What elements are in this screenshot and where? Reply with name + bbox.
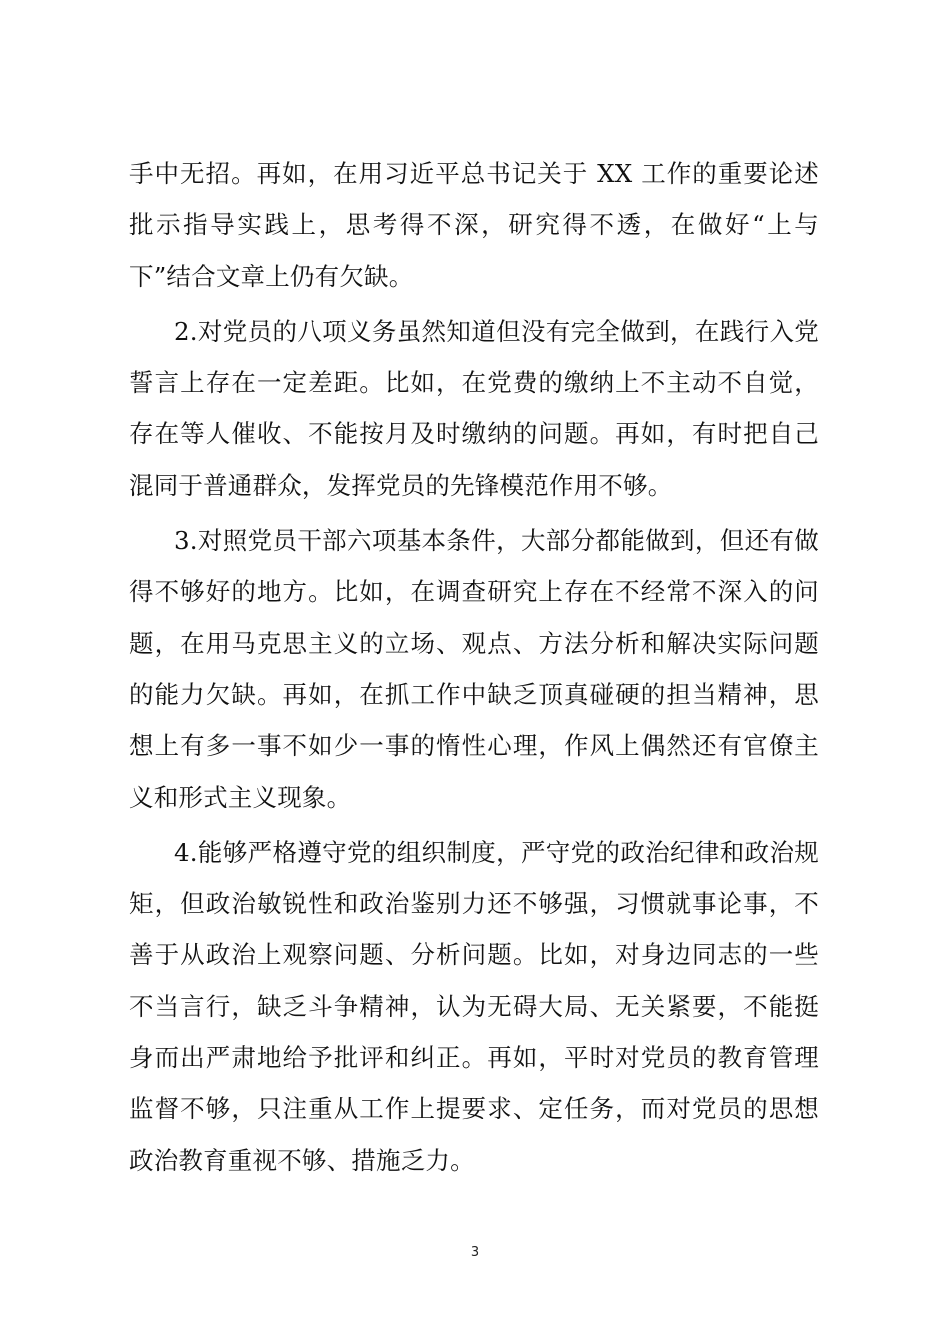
paragraph-continuation: 手中无招。再如，在用习近平总书记关于 XX 工作的重要论述批示指导实践上，思考得不深，研究得不透，在做好“上与下”结合文章上仍有欠缺。 (129, 159, 819, 291)
paragraph-item-4: 4.能够严格遵守党的组织制度，严守党的政治纪律和政治规矩，但政治敏锐性和政治鉴别力还不够强，习惯就事论事，不善于从政治上观察问题、分析问题。比如，对身边同志的一些不当言行，缺乏斗争精神，认为无碍大局、无关紧要，不能挺身而出严肃地给予批评和纠正。再如，平时对党员的教育管理监督不够，只注重从工作上提要求、定任务，而对党员的思想政治教育重视不够、措施乏力。 (129, 837, 819, 1175)
paragraph-item-2: 2.对党员的八项义务虽然知道但没有完全做到，在践行入党誓言上存在一定差距。比如，在党费的缴纳上不主动不自觉，存在等人催收、不能按月及时缴纳的问题。再如，有时把自己混同于普通群众，发挥党员的先锋模范作用不够。 (129, 316, 819, 500)
paragraph-item-3: 3.对照党员干部六项基本条件，大部分都能做到，但还有做得不够好的地方。比如，在调查研究上存在不经常不深入的问题，在用马克思主义的立场、观点、方法分析和解决实际问题的能力欠缺。再如，在抓工作中缺乏顶真碰硬的担当精神，思想上有多一事不如少一事的惰性心理，作风上偶然还有官僚主义和形式主义现象。 (129, 526, 819, 812)
document-body (129, 148, 819, 1190)
page-number: 3 (470, 1245, 480, 1260)
